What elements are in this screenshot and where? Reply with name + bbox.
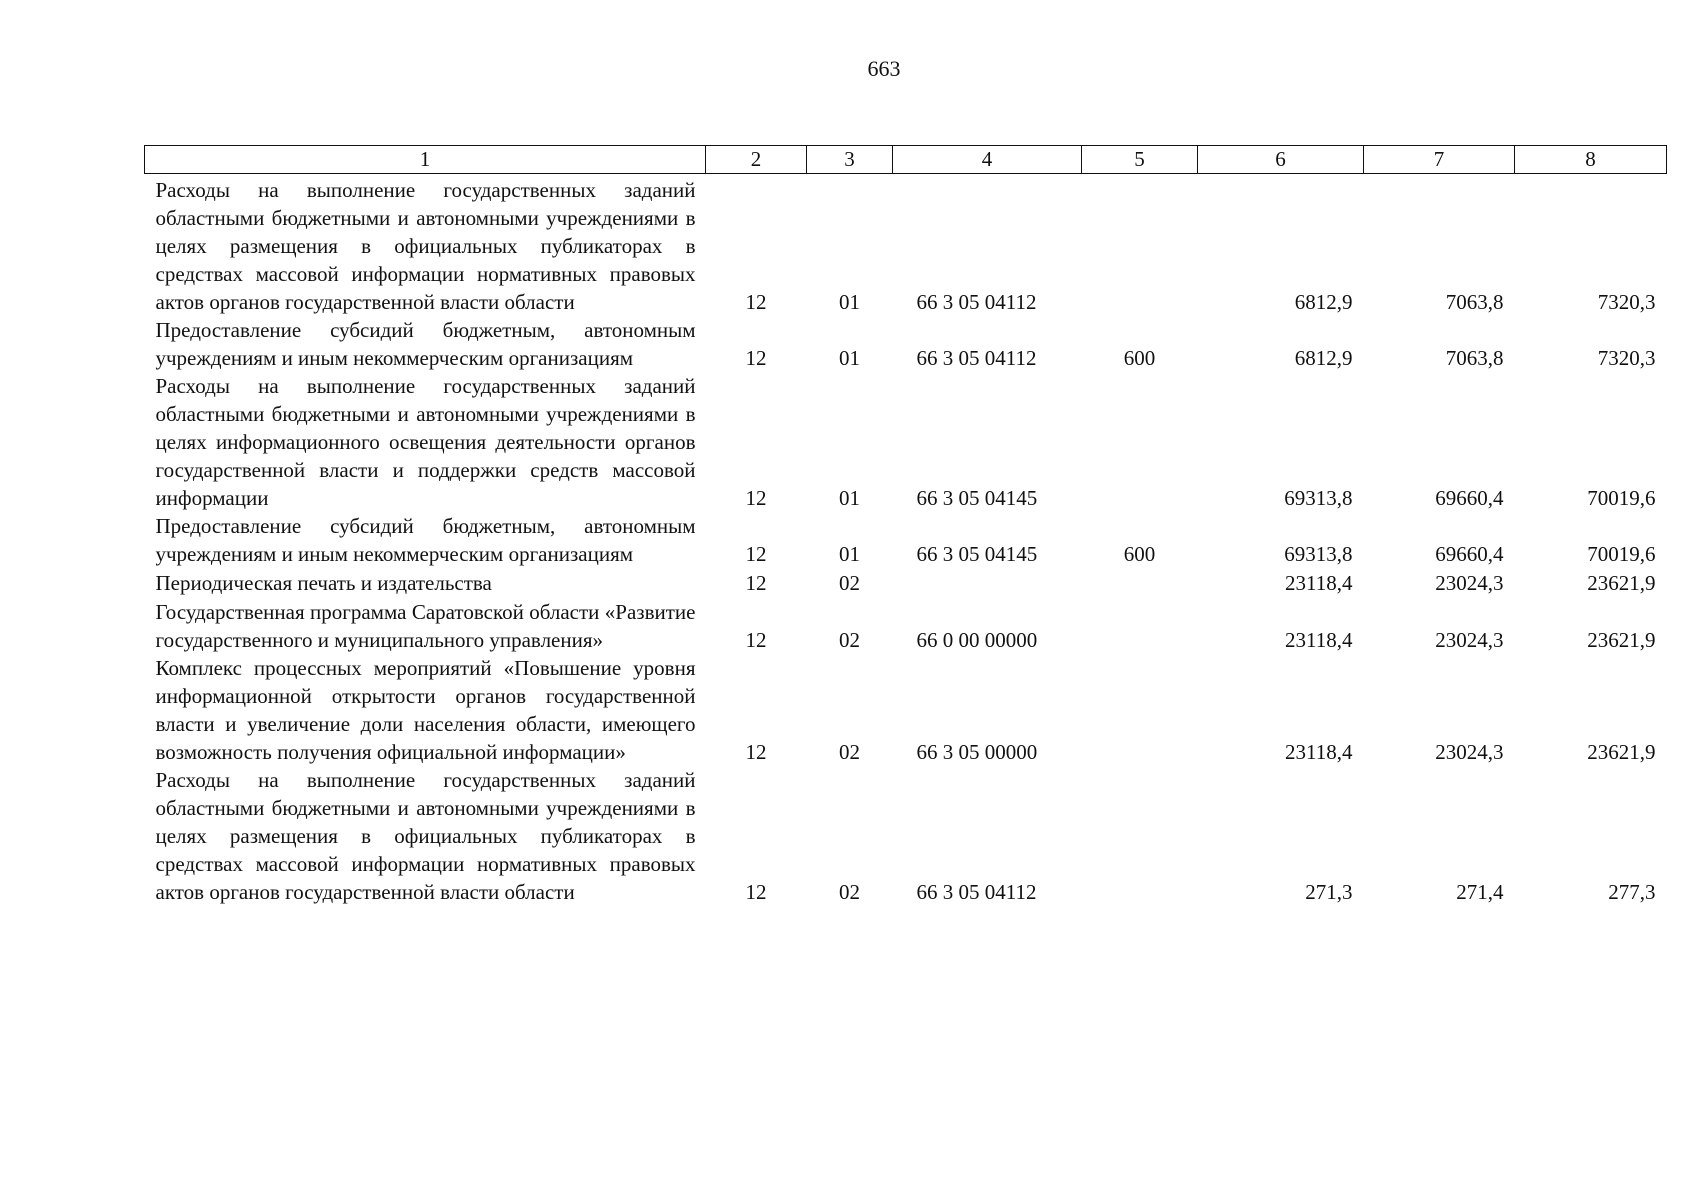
row-description: Предоставление субсидий бюджетным, автономным учреждениям и иным некоммерческим организациям xyxy=(155,514,696,566)
row-subsection: 01 xyxy=(839,346,860,370)
row-value-6: 6812,9 xyxy=(1294,346,1353,370)
row-value-7: 271,4 xyxy=(1456,880,1504,904)
table-row xyxy=(145,372,1667,512)
row-subsection: 01 xyxy=(839,486,860,510)
row-target-code: 66 3 05 04112 xyxy=(916,346,1037,370)
row-target-code: 66 3 05 04112 xyxy=(916,880,1037,904)
row-kind: 600 xyxy=(1123,346,1156,370)
row-subsection: 01 xyxy=(839,290,860,314)
row-value-7: 23024,3 xyxy=(1435,571,1504,595)
row-section: 12 xyxy=(745,880,767,904)
row-subsection: 02 xyxy=(839,740,860,764)
row-subsection: 02 xyxy=(839,880,860,904)
table-body xyxy=(145,174,1667,907)
row-target-code xyxy=(893,568,1082,598)
budget-table xyxy=(144,145,1667,906)
row-value-8: 70019,6 xyxy=(1587,486,1656,510)
row-value-8: 23621,9 xyxy=(1587,628,1656,652)
row-value-6: 6812,9 xyxy=(1294,290,1353,314)
table-row xyxy=(145,174,1667,317)
row-value-8: 23621,9 xyxy=(1587,740,1656,764)
row-value-6: 23118,4 xyxy=(1285,740,1353,764)
row-target-code: 66 3 05 04145 xyxy=(916,542,1038,566)
row-section: 12 xyxy=(745,290,767,314)
row-kind xyxy=(1082,598,1198,654)
row-description: Предоставление субсидий бюджетным, автономным учреждениям и иным некоммерческим организациям xyxy=(155,318,696,370)
header-cell-7: 7 xyxy=(1364,146,1515,174)
row-kind xyxy=(1082,568,1198,598)
row-kind xyxy=(1082,766,1198,906)
row-value-6: 69313,8 xyxy=(1284,486,1353,510)
table-row xyxy=(145,598,1667,654)
page-number: 663 xyxy=(867,56,901,81)
row-description: Периодическая печать и издательства xyxy=(155,571,492,595)
row-target-code: 66 3 05 00000 xyxy=(916,740,1038,764)
row-value-8: 70019,6 xyxy=(1587,542,1656,566)
row-value-8: 7320,3 xyxy=(1597,290,1656,314)
row-kind: 600 xyxy=(1123,542,1156,566)
row-target-code: 66 3 05 04145 xyxy=(916,486,1038,510)
row-value-8: 23621,9 xyxy=(1587,571,1656,595)
row-description: Комплекс процессных мероприятий «Повышение уровня информационной открытости органов государственной власти и увеличение доли населения области, имеющего возможность получения официальной информации» xyxy=(155,656,696,764)
header-row xyxy=(145,146,1667,174)
header-cell-8: 8 xyxy=(1515,146,1667,174)
table-row xyxy=(145,316,1667,372)
row-section: 12 xyxy=(745,486,767,510)
row-value-6: 271,3 xyxy=(1305,880,1353,904)
row-description: Государственная программа Саратовской области «Развитие государственного и муниципального управления» xyxy=(155,600,696,652)
header-cell-3: 3 xyxy=(807,146,893,174)
row-value-6: 23118,4 xyxy=(1285,571,1353,595)
header-cell-6: 6 xyxy=(1198,146,1364,174)
row-description: Расходы на выполнение государственных заданий областными бюджетными и автономными учреждениями в целях размещения в официальных публикаторах в средствах массовой информации нормативных правовых актов органов государственной власти области xyxy=(155,768,696,904)
table-row xyxy=(145,568,1667,598)
row-target-code: 66 3 05 04112 xyxy=(916,290,1037,314)
row-subsection: 02 xyxy=(839,571,860,595)
header-cell-5: 5 xyxy=(1082,146,1198,174)
row-section: 12 xyxy=(745,628,767,652)
row-value-8: 7320,3 xyxy=(1597,346,1656,370)
row-subsection: 02 xyxy=(839,628,860,652)
row-value-7: 23024,3 xyxy=(1435,740,1504,764)
row-value-7: 69660,4 xyxy=(1435,542,1504,566)
row-value-6: 69313,8 xyxy=(1284,542,1353,566)
row-value-7: 7063,8 xyxy=(1445,346,1504,370)
header-cell-1: 1 xyxy=(145,146,706,174)
row-target-code: 66 0 00 00000 xyxy=(916,628,1038,652)
row-description: Расходы на выполнение государственных заданий областными бюджетными и автономными учреждениями в целях информационного освещения деятельности органов государственной власти и поддержки средств массовой информации xyxy=(155,374,696,510)
row-description: Расходы на выполнение государственных заданий областными бюджетными и автономными учреждениями в целях размещения в официальных публикаторах в средствах массовой информации нормативных правовых актов органов государственной власти области xyxy=(155,178,696,314)
row-kind xyxy=(1082,654,1198,766)
row-value-7: 23024,3 xyxy=(1435,628,1504,652)
row-section: 12 xyxy=(745,542,767,566)
table-row xyxy=(145,654,1667,766)
row-kind xyxy=(1082,372,1198,512)
row-subsection: 01 xyxy=(839,542,860,566)
row-section: 12 xyxy=(745,571,767,595)
row-section: 12 xyxy=(745,740,767,764)
row-value-8: 277,3 xyxy=(1608,880,1656,904)
header-cell-4: 4 xyxy=(893,146,1082,174)
table-header xyxy=(145,146,1667,174)
table-row xyxy=(145,766,1667,906)
row-section: 12 xyxy=(745,346,767,370)
row-value-7: 7063,8 xyxy=(1445,290,1504,314)
row-value-6: 23118,4 xyxy=(1285,628,1353,652)
table-row xyxy=(145,512,1667,568)
row-value-7: 69660,4 xyxy=(1435,486,1504,510)
header-cell-2: 2 xyxy=(706,146,807,174)
row-kind xyxy=(1082,174,1198,317)
